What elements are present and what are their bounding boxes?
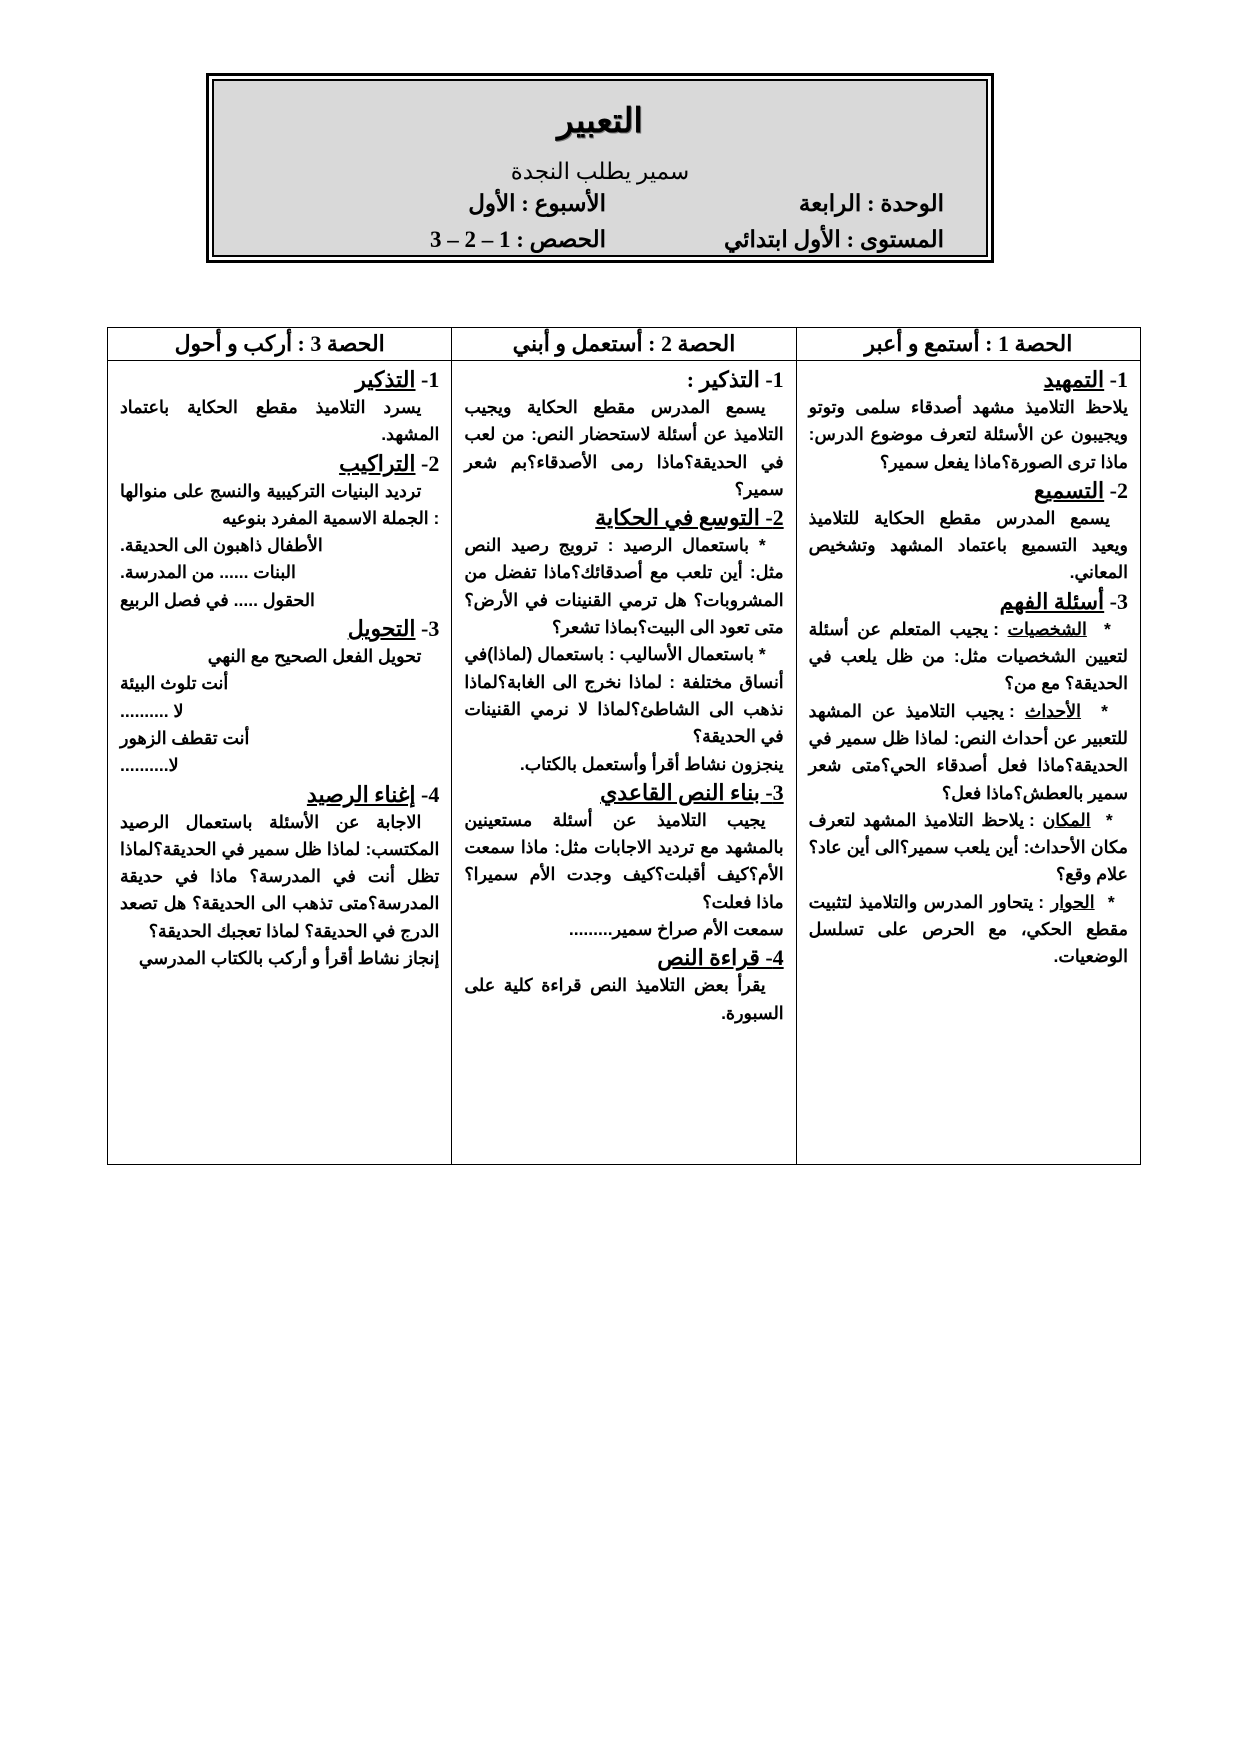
- section-heading: 3- بناء النص القاعدي: [600, 779, 784, 805]
- section-heading: 2- التوسع في الحكاية: [595, 505, 784, 531]
- lesson-subtitle: سمير يطلب النجدة: [510, 159, 690, 184]
- section-number: 1-: [421, 367, 440, 392]
- bullet-label: الشخصيات: [1007, 618, 1087, 639]
- session-1-header: الحصة 1 : أستمع و أعبر: [796, 328, 1140, 361]
- week-label: الأسبوع : الأول: [468, 191, 606, 216]
- session-3-header: الحصة 3 : أركب و أحول: [108, 328, 452, 361]
- section-number: 3-: [421, 616, 440, 642]
- bullet-item: * الشخصيات : يجيب المتعلم عن أسئلة لتعيين الشخصيات مثل: من ظل يلعب في الحديقة؟ مع من؟: [808, 618, 1128, 694]
- bullet-text: : يجيب المتعلم عن أسئلة لتعيين الشخصيات مثل: من ظل يلعب في الحديقة؟ مع من؟: [808, 618, 1128, 694]
- example-line: لا..........: [120, 755, 179, 776]
- bullet-label: الحوار: [1050, 891, 1095, 912]
- section-text: سمعت الأم صراخ سمير.........: [568, 919, 784, 940]
- bullet-label: الأحداث: [1024, 700, 1082, 721]
- section-text: الاجابة عن الأسئلة باستعمال الرصيد المكتسب: لماذا ظل سمير في الحديقة؟لماذا تظل أنت في المدرسة؟ ماذا في حديقة المدرسة؟متى تذهب الى الحديقة؟ هل تصعد الدرج في الحديقة؟ لماذا تعجبك الحديقة؟: [120, 811, 440, 941]
- section-text: إنجاز نشاط أقرأ و أركب بالكتاب المدرسي: [138, 948, 440, 969]
- example-line: أنت تقطف الزهور: [120, 727, 250, 748]
- section-number: 2-: [421, 450, 440, 476]
- section-heading: التراكيب: [339, 450, 416, 476]
- section-title: [809, 476, 1128, 505]
- section-number: 4-: [421, 781, 440, 807]
- section-text: يجيب التلاميذ عن أسئلة مستعينين بالمشهد مع ترديد الاجابات مثل: ماذا سمعت الأم؟كيف أقبلت؟كيف وجدت الأم سميرا؟ماذا فعلت؟: [464, 809, 784, 912]
- section-title: [120, 449, 439, 478]
- section-heading: التمهيد: [1043, 367, 1105, 392]
- bullet-item: * المكان : يلاحظ التلاميذ المشهد لتعرف مكان الأحداث: أين يلعب سمير؟الى أين عاد؟علام وقع؟: [808, 809, 1128, 885]
- section-heading: أسئلة الفهم: [999, 588, 1105, 614]
- session-3-cell: [108, 361, 452, 1165]
- section-title: [464, 778, 783, 807]
- section-title: [120, 614, 439, 643]
- section-text: تحويل الفعل الصحيح مع النهي: [207, 646, 422, 667]
- page-title: التعبير: [557, 101, 643, 141]
- section-heading: 4- قراءة النص: [657, 945, 784, 971]
- bullet-text: : يتحاور المدرس والتلاميذ لتثبيت مقطع الحكي، مع الحرص على تسلسل الوضعيات.: [808, 891, 1128, 967]
- section-title: [120, 365, 439, 394]
- example-line: الحقول ..... في فصل الربيع: [120, 589, 315, 610]
- lesson-table: [107, 327, 1141, 1165]
- session-2-cell: [452, 361, 796, 1165]
- section-heading: التحويل: [347, 616, 416, 642]
- section-text: يقرأ بعض التلاميذ النص قراءة كلية على السبورة.: [464, 975, 784, 1023]
- example-line: الأطفال ذاهبون الى الحديقة.: [120, 535, 323, 556]
- section-title: [809, 365, 1128, 394]
- bullet-item: * باستعمال الرصيد : ترويج رصيد النص مثل: أين تلعب مع أصدقائك؟ماذا تفضل من المشروبات؟ هل ترمي القنينات في الأرض؟متى تعود الى البيت؟بماذا تشعر؟: [464, 535, 784, 638]
- example-line: لا ..........: [120, 700, 184, 721]
- section-heading: إغناء الرصيد: [306, 781, 416, 807]
- table-header-row: [108, 328, 1141, 361]
- section-heading: التذكير: [355, 367, 416, 392]
- level-label: المستوى : الأول ابتدائي: [723, 227, 944, 252]
- example-line: البنات ...... من المدرسة.: [120, 562, 296, 583]
- section-heading: التسميع: [1034, 477, 1105, 503]
- section-title: 1- التذكير :: [686, 367, 784, 392]
- header-box: [206, 73, 994, 263]
- section-number: 2-: [1109, 477, 1128, 503]
- bullet-label: المكان: [1042, 809, 1091, 830]
- section-title: [809, 587, 1128, 616]
- section-text: يسرد التلاميذ مقطع الحكاية باعتماد المشهد.: [120, 397, 440, 445]
- section-text: ترديد البنيات التركيبية والنسج على منوالها : الجملة الاسمية المفرد بنوعيه: [120, 480, 440, 528]
- section-text: يلاحظ التلاميذ مشهد أصدقاء سلمى وتوتو ويجيبون عن الأسئلة لتعرف موضوع الدرس: ماذا ترى الصورة؟ماذا يفعل سمير؟: [808, 397, 1128, 472]
- section-number: 1-: [1109, 367, 1128, 392]
- bullet-item: * باستعمال الأساليب : باستعمال (لماذا)في أنساق مختلفة : لماذا نخرج الى الغابة؟لماذا نذهب الى الشاطئ؟لماذا لا نرمي القنينات في الحديقة؟: [464, 644, 784, 747]
- section-text: يسمع المدرس مقطع الحكاية ويجيب التلاميذ عن أسئلة لاستحضار النص: من لعب في الحديقة؟ماذا رمى الأصدقاء؟بم شعر سمير؟: [464, 397, 784, 499]
- section-title: [120, 780, 439, 809]
- section-number: 3-: [1109, 588, 1128, 614]
- example-line: أنت تلوث البيئة: [120, 673, 229, 694]
- unit-label: الوحدة : الرابعة: [798, 191, 944, 216]
- bullet-text: : يجيب التلاميذ عن المشهد للتعبير عن أحداث النص: لماذا ظل سمير في الحديقة؟ماذا فعل أصدقاء الحي؟متى شعر سمير بالعطش؟ماذا فعل؟: [808, 700, 1128, 803]
- bullet-text: : يلاحظ التلاميذ المشهد لتعرف مكان الأحداث: أين يلعب سمير؟الى أين عاد؟علام وقع؟: [808, 809, 1128, 885]
- bullet-item: * الحوار : يتحاور المدرس والتلاميذ لتثبيت مقطع الحكي، مع الحرص على تسلسل الوضعيات.: [808, 891, 1128, 967]
- table-body-row: [108, 361, 1141, 1165]
- bullet-item: * الأحداث : يجيب التلاميذ عن المشهد للتعبير عن أحداث النص: لماذا ظل سمير في الحديقة؟ماذا فعل أصدقاء الحي؟متى شعر سمير بالعطش؟ماذا فعل؟: [808, 700, 1128, 803]
- session-1-cell: [796, 361, 1140, 1165]
- section-title: [464, 943, 783, 972]
- section-text: ينجزون نشاط أقرأ وأستعمل بالكتاب.: [519, 753, 784, 774]
- section-title: [464, 503, 783, 532]
- sessions-label: الحصص : 1 – 2 – 3: [429, 227, 606, 252]
- session-2-header: الحصة 2 : أستعمل و أبني: [452, 328, 796, 361]
- section-text: يسمع المدرس مقطع الحكاية للتلاميذ ويعيد التسميع باعتماد المشهد وتشخيص المعاني.: [808, 507, 1128, 583]
- header-panel: [212, 79, 988, 257]
